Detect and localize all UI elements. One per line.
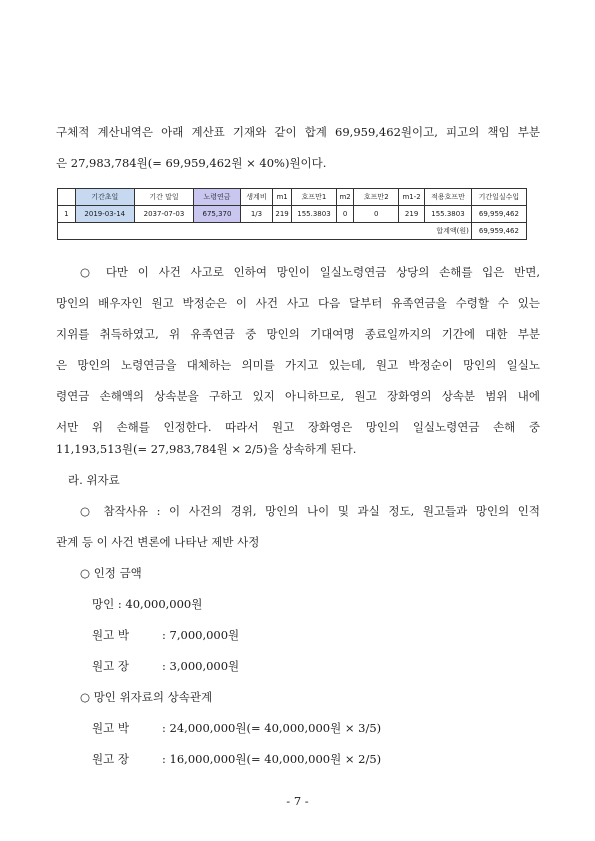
table-cell: 69,959,462 <box>471 206 526 223</box>
inherit-heading: ○ 망인 위자료의 상속관계 <box>80 690 213 704</box>
table-cell: 2037-07-03 <box>134 206 193 223</box>
table-header-cell: 기간 말일 <box>134 189 193 206</box>
para1-line-6: 서만 위 손해를 인정한다. 따라서 원고 장화영은 망인의 일실노령연금 손해 중 <box>56 420 540 434</box>
amount-name: 원고 장 <box>92 659 129 673</box>
inherit-row <box>92 720 381 736</box>
table-header-cell: m1-2 <box>399 189 425 206</box>
table-cell: 155.3803 <box>292 206 337 223</box>
intro-line-2: 은 27,983,784원(= 69,959,462원 × 40%)원이다. <box>56 156 327 170</box>
table-header-cell <box>58 189 76 206</box>
para1-line-4: 은 망인의 노령연금을 대체하는 의미를 가지고 있는데, 원고 박정순이 망인의 일실노 <box>56 358 540 372</box>
table-cell: 0 <box>354 206 399 223</box>
inherit-name: 원고 박 <box>92 721 129 735</box>
total-value: 69,959,462 <box>471 223 526 240</box>
inherit-value: 24,000,000원(= 40,000,000원 × 3/5) <box>169 721 382 735</box>
inherit-separator: : <box>162 721 170 735</box>
amount-separator: : <box>162 628 170 642</box>
amount-value: 40,000,000원 <box>125 597 203 611</box>
table-header-cell: 생계비 <box>240 189 272 206</box>
table-cell: 1 <box>58 206 76 223</box>
table-cell: 219 <box>273 206 292 223</box>
table-header-cell: 기간초일 <box>75 189 134 206</box>
table-cell: 219 <box>399 206 425 223</box>
table-cell: 2019-03-14 <box>75 206 134 223</box>
page-number: - 7 - <box>286 794 309 808</box>
amount-separator: : <box>114 597 126 611</box>
inherit-name: 원고 장 <box>92 752 129 766</box>
table-header-cell: m2 <box>336 189 354 206</box>
amount-row <box>92 596 202 612</box>
para2-line-2: 관계 등 이 사건 변론에 나타난 제반 사정 <box>56 535 260 549</box>
intro-line-1: 구체적 계산내역은 아래 계산표 기재와 같이 합계 69,959,462원이고, 피고의 책임 부분 <box>56 125 540 139</box>
amount-value: 7,000,000원 <box>169 628 240 642</box>
table-header-cell: 노령연금 <box>194 189 241 206</box>
table-header-cell: m1 <box>273 189 292 206</box>
section-heading: 라. 위자료 <box>68 473 120 487</box>
amount-name: 망인 <box>92 597 115 611</box>
table-cell: 155.3803 <box>425 206 472 223</box>
inherit-row <box>92 751 381 767</box>
amount-row <box>92 627 239 643</box>
para1-line-5: 령연금 손해액의 상속분을 구하고 있지 아니하므로, 원고 장화영의 상속분 범위 내에 <box>56 389 540 403</box>
table-cell: 0 <box>336 206 354 223</box>
amount-name: 원고 박 <box>92 628 129 642</box>
table-header-cell: 호프만1 <box>292 189 337 206</box>
para2-line-1: ○ 참작사유 : 이 사건의 경위, 망인의 나이 및 과실 정도, 원고들과 망인의 인적 <box>80 504 540 518</box>
amount-row <box>92 658 239 674</box>
table-header-cell: 적용호프만 <box>425 189 472 206</box>
amount-value: 3,000,000원 <box>169 659 240 673</box>
table-row <box>58 206 527 223</box>
table-header-cell: 기간일실수입 <box>471 189 526 206</box>
amount-separator: : <box>162 659 170 673</box>
para1-line-2: 망인의 배우자인 원고 박정순은 이 사건 사고 다음 달부터 유족연금을 수령할 수 있는 <box>56 296 540 310</box>
calculation-table <box>57 188 527 240</box>
para1-line-7: 11,193,513원(= 27,983,784원 × 2/5)을 상속하게 된다. <box>56 442 357 456</box>
table-header-cell: 호프만2 <box>354 189 399 206</box>
para1-line-1: ○ 다만 이 사건 사고로 인하여 망인이 일실노령연금 상당의 손해를 입은 반면, <box>80 265 540 279</box>
table-total-row <box>58 223 527 240</box>
amount-heading: ○ 인정 금액 <box>80 566 142 580</box>
table-cell: 675,370 <box>194 206 241 223</box>
table-cell: 1/3 <box>240 206 272 223</box>
total-label: 합계액(원) <box>58 223 472 240</box>
para1-line-3: 지위를 취득하였고, 위 유족연금 중 망인의 기대여명 종료일까지의 기간에 대한 부분 <box>56 327 540 341</box>
inherit-separator: : <box>162 752 170 766</box>
table-header-row <box>58 189 527 206</box>
inherit-value: 16,000,000원(= 40,000,000원 × 2/5) <box>169 752 382 766</box>
